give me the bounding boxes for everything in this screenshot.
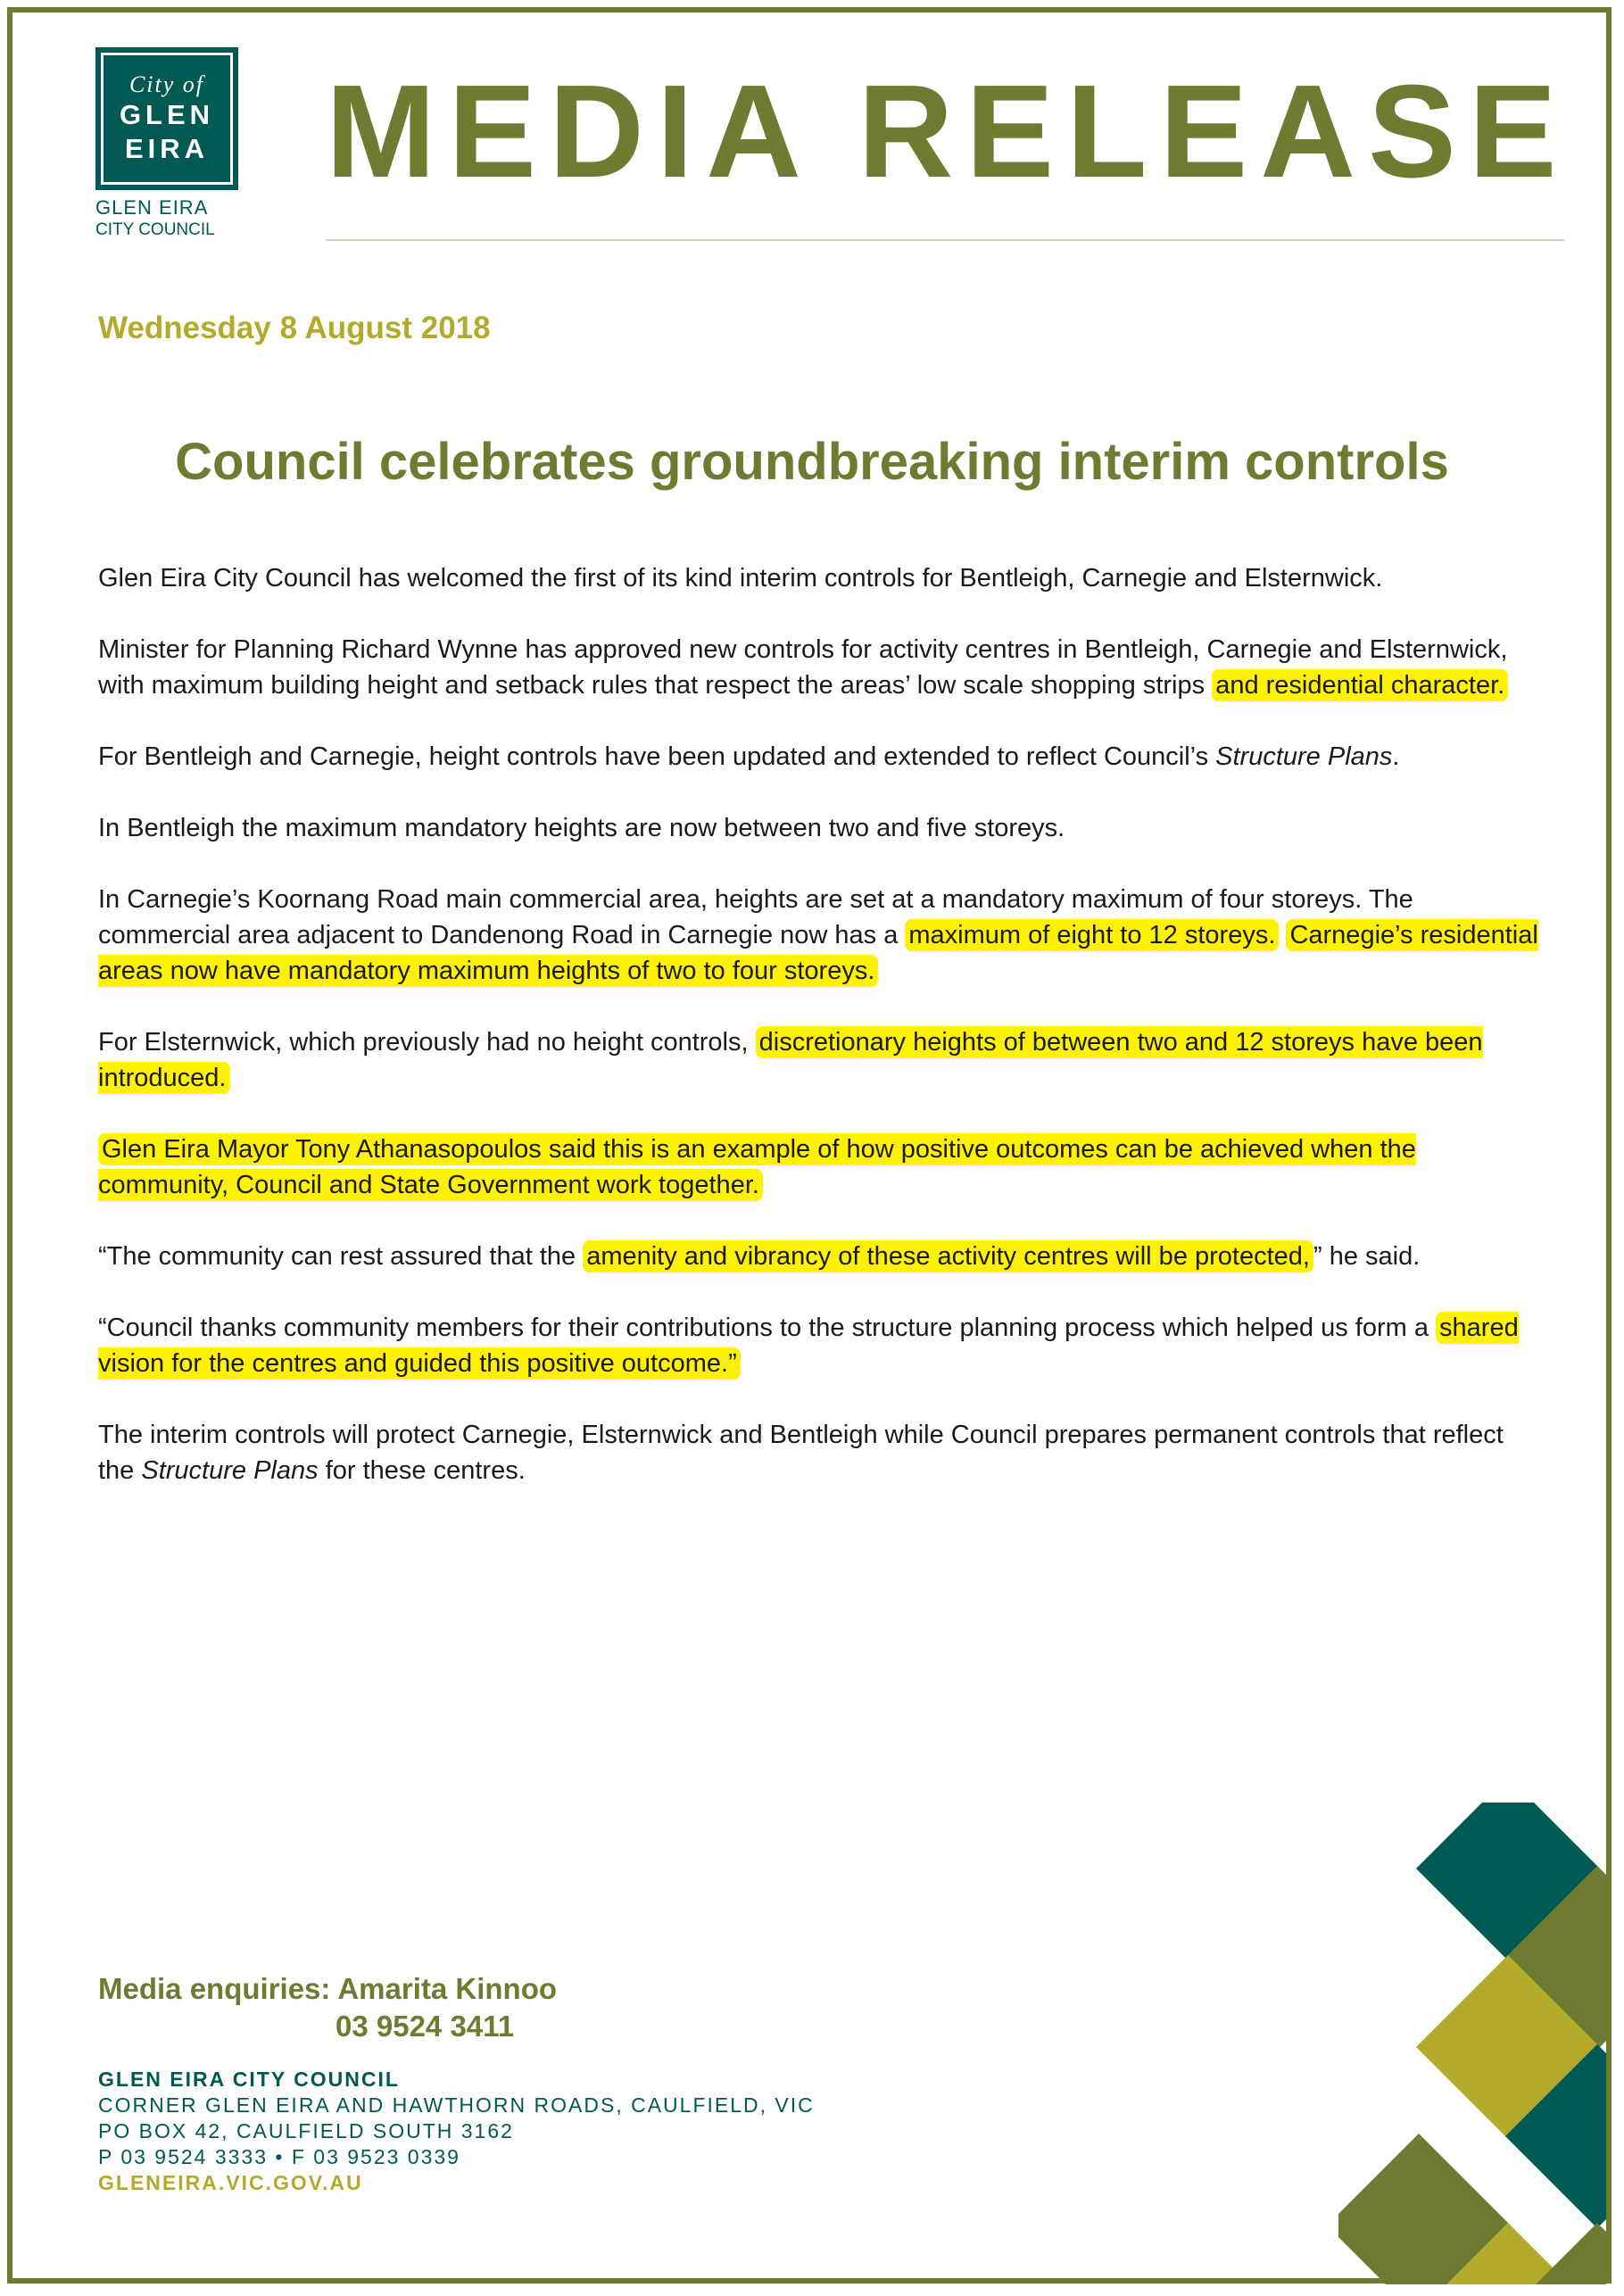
italic-text: Structure Plans xyxy=(141,1456,319,1485)
release-date: Wednesday 8 August 2018 xyxy=(98,311,491,345)
footer-phone-fax: P 03 9524 3333 • F 03 9523 0339 xyxy=(98,2145,460,2168)
italic-text: Structure Plans xyxy=(1215,742,1393,771)
text-run: For Elsternwick, which previously had no height controls, xyxy=(98,1028,756,1057)
media-enquiries-label: Media enquiries: Amarita Kinnoo xyxy=(98,1972,558,2005)
body-paragraph xyxy=(98,632,1544,703)
decorative-diamond-pattern xyxy=(1338,1803,1606,2284)
body-paragraph xyxy=(98,560,1544,596)
text-run: In Bentleigh the maximum mandatory heights are now between two and five storeys. xyxy=(98,814,1065,842)
text-run: ” he said. xyxy=(1313,1242,1421,1271)
body-paragraph xyxy=(98,739,1544,775)
footer-org-name: GLEN EIRA CITY COUNCIL xyxy=(98,2068,400,2091)
text-run: Glen Eira City Council has welcomed the first of its kind interim controls for Bentleigh, Carnegie and Elsternwick. xyxy=(98,564,1383,593)
text-run: “Council thanks community members for their contributions to the structure planning process which helped us form a xyxy=(98,1314,1437,1342)
media-release-title: MEDIA RELEASE xyxy=(326,58,1570,205)
text-run: “The community can rest assured that the xyxy=(98,1242,584,1271)
media-enquiries-phone: 03 9524 3411 xyxy=(336,2010,515,2043)
highlighted-text: discretionary heights of between two and 12 storeys have been introduced. xyxy=(98,1028,1483,1092)
text-run: for these centres. xyxy=(318,1456,526,1485)
body-paragraph xyxy=(98,882,1544,989)
text-run: For Bentleigh and Carnegie, height controls have been updated and extended to reflect Council’s xyxy=(98,742,1216,771)
text-run: Minister for Planning Richard Wynne has approved new controls for activity centres in Bentleigh, Carnegie and Elsternwick, with maximum building height and setback rules that respect the areas’ low scale shopping strips xyxy=(98,635,1508,700)
highlighted-text: amenity and vibrancy of these activity centres will be protected, xyxy=(583,1240,1313,1272)
body-paragraph xyxy=(98,1024,1544,1096)
text-run: In Carnegie’s Koornang Road main commercial area, heights are set at a mandatory maximum of four storeys. The commercial area adjacent to Dandenong Road in Carnegie now has a xyxy=(98,885,1413,949)
council-contact-block xyxy=(98,2067,815,2196)
body-paragraph xyxy=(98,1239,1544,1274)
highlighted-text: Carnegie’s residential areas now have mandatory maximum heights of two to four storeys. xyxy=(98,921,1538,985)
headline: Council celebrates groundbreaking interim controls xyxy=(175,433,1449,491)
body-paragraph xyxy=(98,810,1544,846)
body-paragraph xyxy=(98,1417,1544,1488)
highlighted-text: Glen Eira Mayor Tony Athanasopoulos said this is an example of how positive outcomes can be achieved when the community, Council and State Government work together. xyxy=(98,1135,1416,1199)
logo-eira: EIRA xyxy=(124,133,210,164)
logo-subtitle-city-council: CITY COUNCIL xyxy=(95,220,215,239)
text-run: The interim controls will protect Carnegie, Elsternwick and Bentleigh while Council prepares permanent controls that reflect the xyxy=(98,1421,1504,1485)
logo-subtitle-glen-eira: GLEN EIRA xyxy=(95,196,209,219)
logo-glen: GLEN xyxy=(119,99,215,130)
logo-city-of: City of xyxy=(128,71,205,97)
header-divider xyxy=(326,239,1564,241)
highlighted-text: shared vision for the centres and guided this positive outcome.” xyxy=(98,1314,1519,1378)
highlighted-text: and residential character. xyxy=(1212,669,1508,701)
diamond-tiles xyxy=(1338,1803,1606,2284)
highlighted-text: maximum of eight to 12 storeys. xyxy=(905,919,1279,951)
footer-address-line-1: CORNER GLEN EIRA AND HAWTHORN ROADS, CAULFIELD, VIC xyxy=(98,2093,815,2117)
body-paragraph xyxy=(98,1131,1544,1203)
body-paragraph xyxy=(98,1310,1544,1381)
footer-address-line-2: PO BOX 42, CAULFIELD SOUTH 3162 xyxy=(98,2119,514,2143)
text-run: . xyxy=(1392,742,1400,771)
footer-website-link[interactable]: GLENEIRA.VIC.GOV.AU xyxy=(98,2171,363,2194)
body-text xyxy=(98,560,1544,1524)
council-logo xyxy=(95,47,238,190)
